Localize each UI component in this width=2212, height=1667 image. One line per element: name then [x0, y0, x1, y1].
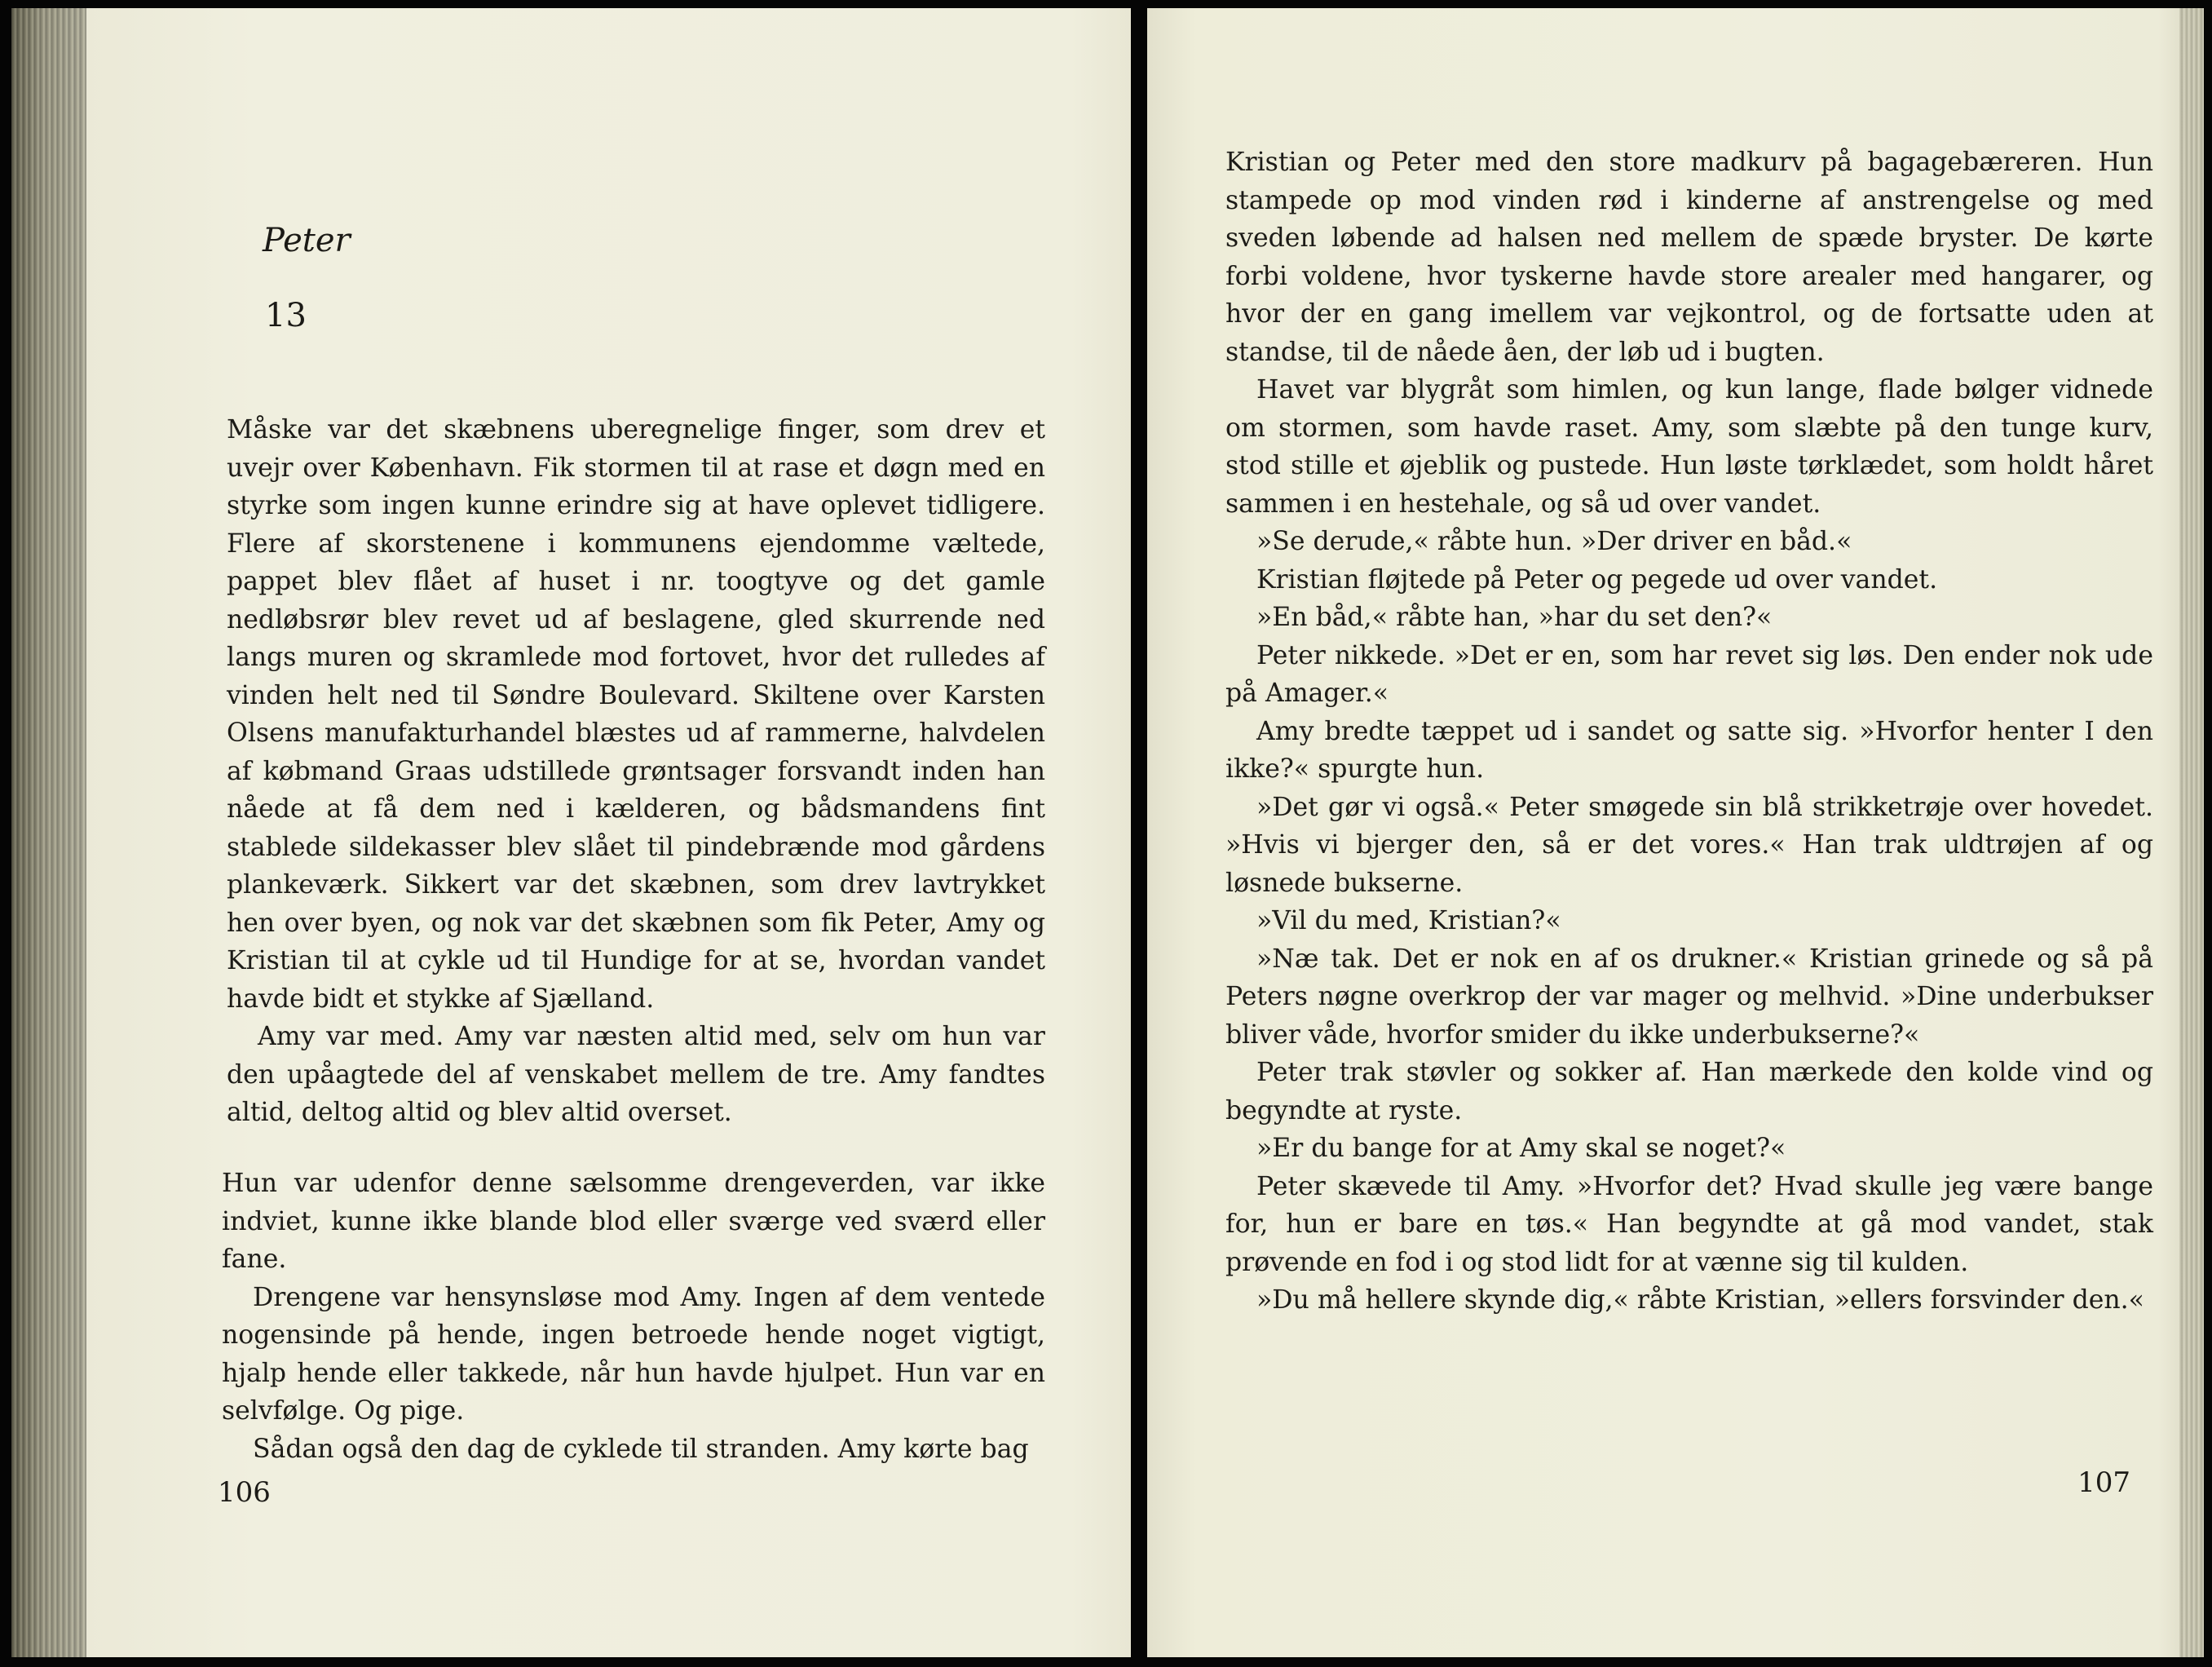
- paragraph: Peter skævede til Amy. »Hvorfor det? Hvad skulle jeg være bange for, hun er bare en tøs.« Han begyndte at gå mod vandet, stak prøvende en fod i og stod lidt for at vænne sig til kulden.: [1225, 1171, 2153, 1277]
- paragraph: Peter trak støvler og sokker af. Han mærkede den kolde vind og begyndte at ryste.: [1225, 1058, 2153, 1125]
- paragraph: Havet var blygråt som himlen, og kun lange, flade bølger vidnede om stormen, som havde raset. Amy, som slæbte på den tunge kurv, stod stille et øjeblik og pustede. Hun løste tørklædet, som holdt håret sammen i en hestehale, og så ud over vandet.: [1225, 375, 2153, 519]
- chapter-title: Peter: [263, 222, 351, 259]
- paragraph: Sådan også den dag de cyklede til stranden. Amy kørte bag: [253, 1434, 1029, 1464]
- paragraph: »Vil du med, Kristian?«: [1256, 906, 1561, 935]
- right-page: [1147, 8, 2204, 1657]
- left-page: [11, 8, 1131, 1657]
- right-text: [1225, 144, 2153, 1320]
- page-edge-right: [2179, 8, 2204, 1657]
- paragraph: Måske var det skæbnens uberegnelige finger, som drev et uvejr over København. Fik stormen til at rase et døgn med en styrke som ingen kunne erindre sig at have oplevet tidligere. Flere af skorstenene i kommunens ejendomme væltede, pappet blev flået af huset i nr. toogtyve og det gamle nedløbsrør blev revet ud af beslagene, gled skurrende ned langs muren og skramlede mod fortovet, hvor det rulledes af vinden helt ned til Søndre Boulevard. Skiltene over Karsten Olsens manufakturhandel blæstes ud af rammerne, halvdelen af købmand Graas udstillede grøntsager forsvandt inden han nåede at få dem ned i kælderen, og bådsmandens fint stablede sildekasser blev slået til pindebrænde mod gårdens plankeværk. Sikkert var det skæbnen, som drev lavtrykket hen over byen, og nok var det skæbnen som fik Peter, Amy og Kristian til at cykle ud til Hundige for at se, hvordan vandet havde bidt et stykke af Sjælland.: [227, 415, 1045, 1014]
- paragraph: Peter nikkede. »Det er en, som har revet sig løs. Den ender nok ude på Amager.«: [1225, 640, 2153, 708]
- page-number-right: 107: [2077, 1466, 2130, 1499]
- paragraph: »Du må hellere skynde dig,« råbte Kristian, »ellers forsvinder den.«: [1256, 1285, 2144, 1315]
- paragraph: Amy var med. Amy var næsten altid med, selv om hun var den upåagtede del af venskabet mellem de tre. Amy fandtes altid, deltog altid og blev altid overset.: [227, 1022, 1045, 1127]
- paragraph: Kristian fløjtede på Peter og pegede ud over vandet.: [1256, 564, 1938, 595]
- left-text-section-2: [222, 1165, 1045, 1468]
- paragraph: »Se derude,« råbte hun. »Der driver en båd.«: [1256, 527, 1852, 556]
- paragraph: Kristian og Peter med den store madkurv på bagagebæreren. Hun stampede op mod vinden rød i kinderne af anstrengelse og med sveden løbende ad halsen ned mellem de spæde bryster. De kørte forbi voldene, hvor tyskerne havde store arealer med hangarer, og hvor der en gang imellem var vejkontrol, og de fortsatte uden at standse, til de nåede åen, der løb ud i bugten.: [1225, 148, 2153, 367]
- paragraph: »En båd,« råbte han, »har du set den?«: [1256, 603, 1773, 632]
- paragraph: Drengene var hensynsløse mod Amy. Ingen af dem ventede nogensinde på hende, ingen betroede hende noget vigtigt, hjalp hende eller takkede, når hun havde hjulpet. Hun var en selvfølge. Og pige.: [222, 1282, 1045, 1426]
- page-edge-left: [11, 8, 86, 1657]
- paragraph: Amy bredte tæppet ud i sandet og satte sig. »Hvorfor henter I den ikke?« spurgte hun.: [1225, 716, 2153, 784]
- paragraph: Hun var udenfor denne sælsomme drengeverden, var ikke indviet, kunne ikke blande blod eller sværge ved sværd eller fane.: [222, 1169, 1045, 1274]
- chapter-number: 13: [265, 297, 307, 334]
- page-number-left: 106: [218, 1476, 271, 1509]
- left-text-section-1: [227, 411, 1045, 1132]
- paragraph: »Det gør vi også.« Peter smøgede sin blå strikketrøje over hovedet. »Hvis vi bjerger den, så er det vores.« Han trak uldtrøjen af og løsnede bukserne.: [1225, 792, 2153, 898]
- paragraph: »Næ tak. Det er nok en af os drukner.« Kristian grinede og så på Peters nøgne overkrop der var mager og melhvid. »Dine underbukser bliver våde, hvorfor smider du ikke underbukserne?«: [1225, 944, 2153, 1050]
- paragraph: »Er du bange for at Amy skal se noget?«: [1256, 1134, 1786, 1163]
